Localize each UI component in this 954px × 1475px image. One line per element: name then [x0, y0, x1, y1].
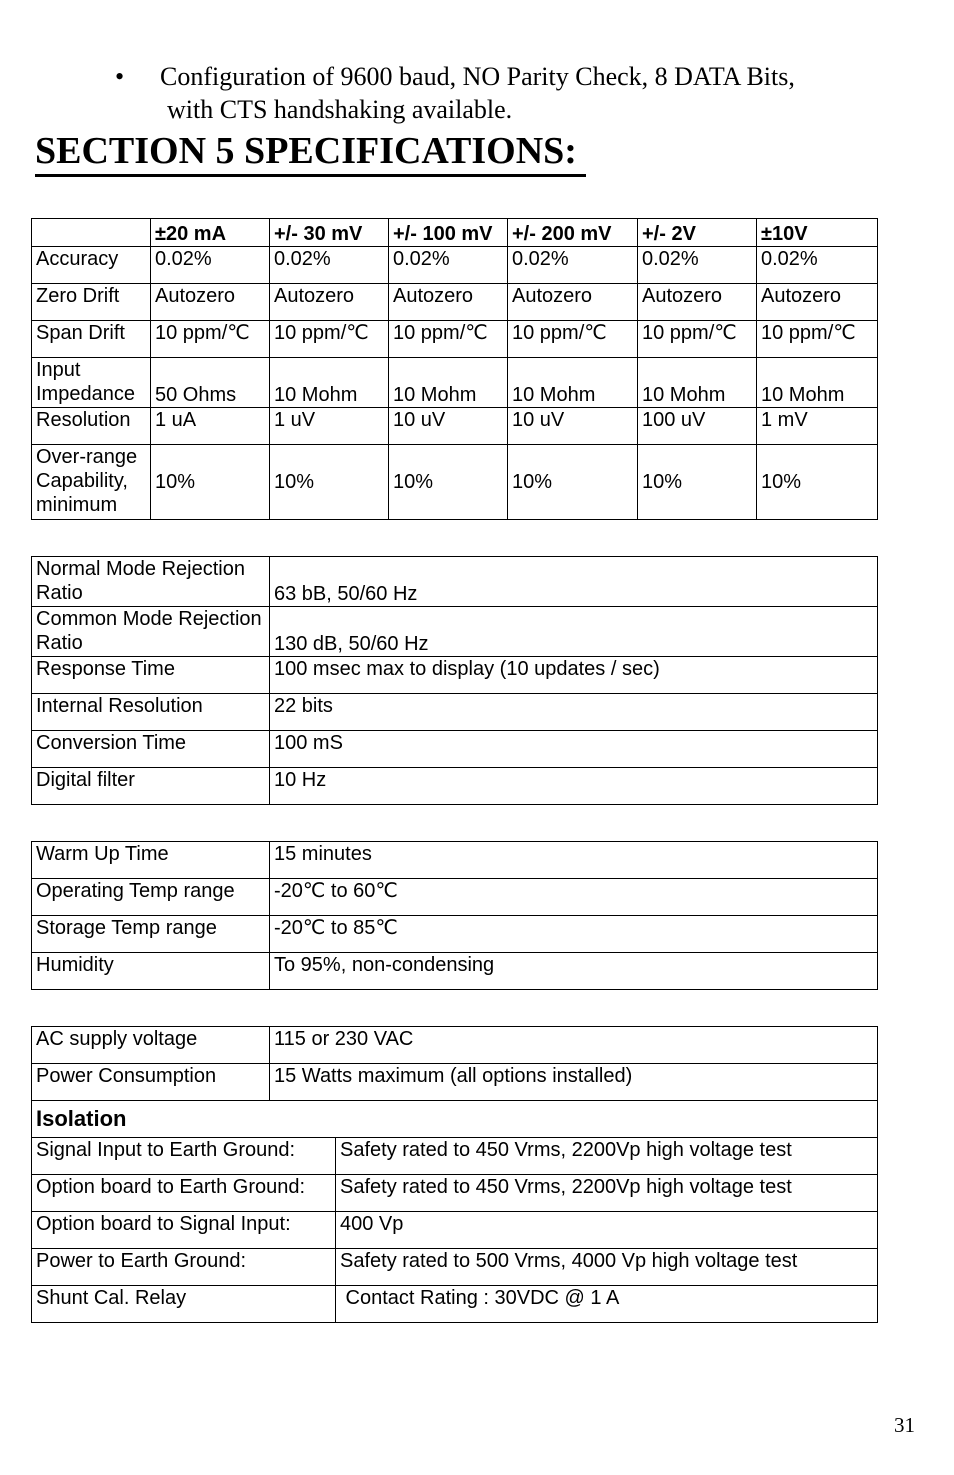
- row-label: Common Mode Rejection Ratio: [32, 607, 270, 657]
- row-label: Option board to Earth Ground:: [32, 1175, 336, 1212]
- bullet-text-line1: Configuration of 9600 baud, NO Parity Check, 8 DATA Bits,: [160, 62, 795, 91]
- table-row: [32, 1249, 878, 1286]
- table-cell: 10 uV: [389, 408, 508, 445]
- table-cell: 10 ppm/℃: [508, 321, 638, 358]
- table-header-cell: +/- 100 mV: [389, 219, 508, 247]
- row-label: Option board to Signal Input:: [32, 1212, 336, 1249]
- row-label: Power Consumption: [32, 1064, 270, 1101]
- table-cell: 10 ppm/℃: [757, 321, 878, 358]
- table-row: [32, 842, 878, 879]
- table-cell: 10%: [389, 445, 508, 520]
- table-cell: 130 dB, 50/60 Hz: [270, 607, 878, 657]
- range-spec-table: [31, 218, 878, 520]
- table-cell: 1 uV: [270, 408, 389, 445]
- table-header-cell: +/- 2V: [638, 219, 757, 247]
- row-label: Signal Input to Earth Ground:: [32, 1138, 336, 1175]
- table-cell: Autozero: [151, 284, 270, 321]
- table-cell: 0.02%: [508, 247, 638, 284]
- table-row: [32, 358, 878, 408]
- table-cell: Safety rated to 450 Vrms, 2200Vp high voltage test: [336, 1175, 878, 1212]
- row-label: Response Time: [32, 657, 270, 694]
- table-header-cell: ±20 mA: [151, 219, 270, 247]
- table-cell: Autozero: [270, 284, 389, 321]
- table-cell: 0.02%: [757, 247, 878, 284]
- row-label: Warm Up Time: [32, 842, 270, 879]
- table-cell: 22 bits: [270, 694, 878, 731]
- table-row: [32, 731, 878, 768]
- table-cell: 63 bB, 50/60 Hz: [270, 557, 878, 607]
- table-cell: 15 Watts maximum (all options installed): [270, 1064, 878, 1101]
- table-row: [32, 1175, 878, 1212]
- table-cell: 10 ppm/℃: [270, 321, 389, 358]
- row-label: Internal Resolution: [32, 694, 270, 731]
- isolation-heading-row: [32, 1101, 878, 1138]
- table-row: [32, 1286, 878, 1323]
- table-cell: 0.02%: [270, 247, 389, 284]
- table-cell: 1 mV: [757, 408, 878, 445]
- row-label: Shunt Cal. Relay: [32, 1286, 336, 1323]
- table-row: [32, 879, 878, 916]
- table-cell: 100 uV: [638, 408, 757, 445]
- table-cell: 0.02%: [389, 247, 508, 284]
- table-row: [32, 607, 878, 657]
- table-cell: 10 Mohm: [389, 358, 508, 408]
- table-cell: Autozero: [508, 284, 638, 321]
- row-label: Over-range Capability, minimum: [32, 445, 151, 520]
- table-row: [32, 321, 878, 358]
- table-cell: 100 msec max to display (10 updates / sec): [270, 657, 878, 694]
- section-title: SECTION 5 SPECIFICATIONS:: [35, 130, 577, 172]
- table-cell: 10%: [270, 445, 389, 520]
- row-label: Zero Drift: [32, 284, 151, 321]
- table-cell: Safety rated to 450 Vrms, 2200Vp high voltage test: [336, 1138, 878, 1175]
- table-row: [32, 1212, 878, 1249]
- table-cell: 100 mS: [270, 731, 878, 768]
- row-label: Normal Mode Rejection Ratio: [32, 557, 270, 607]
- table-row: [32, 1138, 878, 1175]
- table-header-cell: +/- 30 mV: [270, 219, 389, 247]
- table-row: [32, 657, 878, 694]
- bullet-text-line2: with CTS handshaking available.: [167, 95, 513, 124]
- table-cell: 15 minutes: [270, 842, 878, 879]
- table-row: [32, 768, 878, 805]
- row-label: AC supply voltage: [32, 1027, 270, 1064]
- table-row: [32, 1027, 878, 1064]
- table-cell: 10%: [508, 445, 638, 520]
- table-header-row: [32, 219, 878, 247]
- table-row: [32, 694, 878, 731]
- table-cell: 400 Vp: [336, 1212, 878, 1249]
- row-label: Digital filter: [32, 768, 270, 805]
- performance-spec-table: [31, 556, 878, 805]
- row-label: Resolution: [32, 408, 151, 445]
- table-cell: 10%: [638, 445, 757, 520]
- table-cell: 10%: [757, 445, 878, 520]
- table-cell: 0.02%: [151, 247, 270, 284]
- table-row: [32, 408, 878, 445]
- row-label: Conversion Time: [32, 731, 270, 768]
- table-cell: 10 ppm/℃: [638, 321, 757, 358]
- row-label: Input Impedance: [32, 358, 151, 408]
- table-row: [32, 284, 878, 321]
- table-cell: 10 Mohm: [638, 358, 757, 408]
- table-cell: 10 ppm/℃: [151, 321, 270, 358]
- section-title-underline: [35, 174, 586, 177]
- table-row: [32, 1064, 878, 1101]
- table-row: [32, 445, 878, 520]
- table-cell: 1 uA: [151, 408, 270, 445]
- table-cell: 10 Hz: [270, 768, 878, 805]
- table-cell: -20℃ to 60℃: [270, 879, 878, 916]
- table-cell: 10 ppm/℃: [389, 321, 508, 358]
- table-cell: 0.02%: [638, 247, 757, 284]
- table-cell: Autozero: [638, 284, 757, 321]
- table-cell: 10 Mohm: [508, 358, 638, 408]
- table-header-cell: [32, 219, 151, 247]
- table-cell: 50 Ohms: [151, 358, 270, 408]
- bullet-dot: •: [115, 62, 125, 91]
- table-cell: 10%: [151, 445, 270, 520]
- table-cell: 10 uV: [508, 408, 638, 445]
- row-label: Power to Earth Ground:: [32, 1249, 336, 1286]
- page-number: 31: [894, 1413, 915, 1437]
- table-cell: 10 Mohm: [270, 358, 389, 408]
- table-row: [32, 916, 878, 953]
- table-row: [32, 557, 878, 607]
- isolation-heading: Isolation: [32, 1101, 878, 1138]
- environment-spec-table: [31, 841, 878, 990]
- table-cell: To 95%, non-condensing: [270, 953, 878, 990]
- table-header-cell: +/- 200 mV: [508, 219, 638, 247]
- table-row: [32, 953, 878, 990]
- table-cell: Autozero: [757, 284, 878, 321]
- table-cell: Contact Rating : 30VDC @ 1 A: [336, 1286, 878, 1323]
- row-label: Storage Temp range: [32, 916, 270, 953]
- table-cell: 10 Mohm: [757, 358, 878, 408]
- table-cell: Safety rated to 500 Vrms, 4000 Vp high voltage test: [336, 1249, 878, 1286]
- power-isolation-spec-table: [31, 1026, 878, 1323]
- row-label: Span Drift: [32, 321, 151, 358]
- table-cell: Autozero: [389, 284, 508, 321]
- row-label: Operating Temp range: [32, 879, 270, 916]
- table-header-cell: ±10V: [757, 219, 878, 247]
- table-row: [32, 247, 878, 284]
- table-cell: 115 or 230 VAC: [270, 1027, 878, 1064]
- table-cell: -20℃ to 85℃: [270, 916, 878, 953]
- row-label: Accuracy: [32, 247, 151, 284]
- row-label: Humidity: [32, 953, 270, 990]
